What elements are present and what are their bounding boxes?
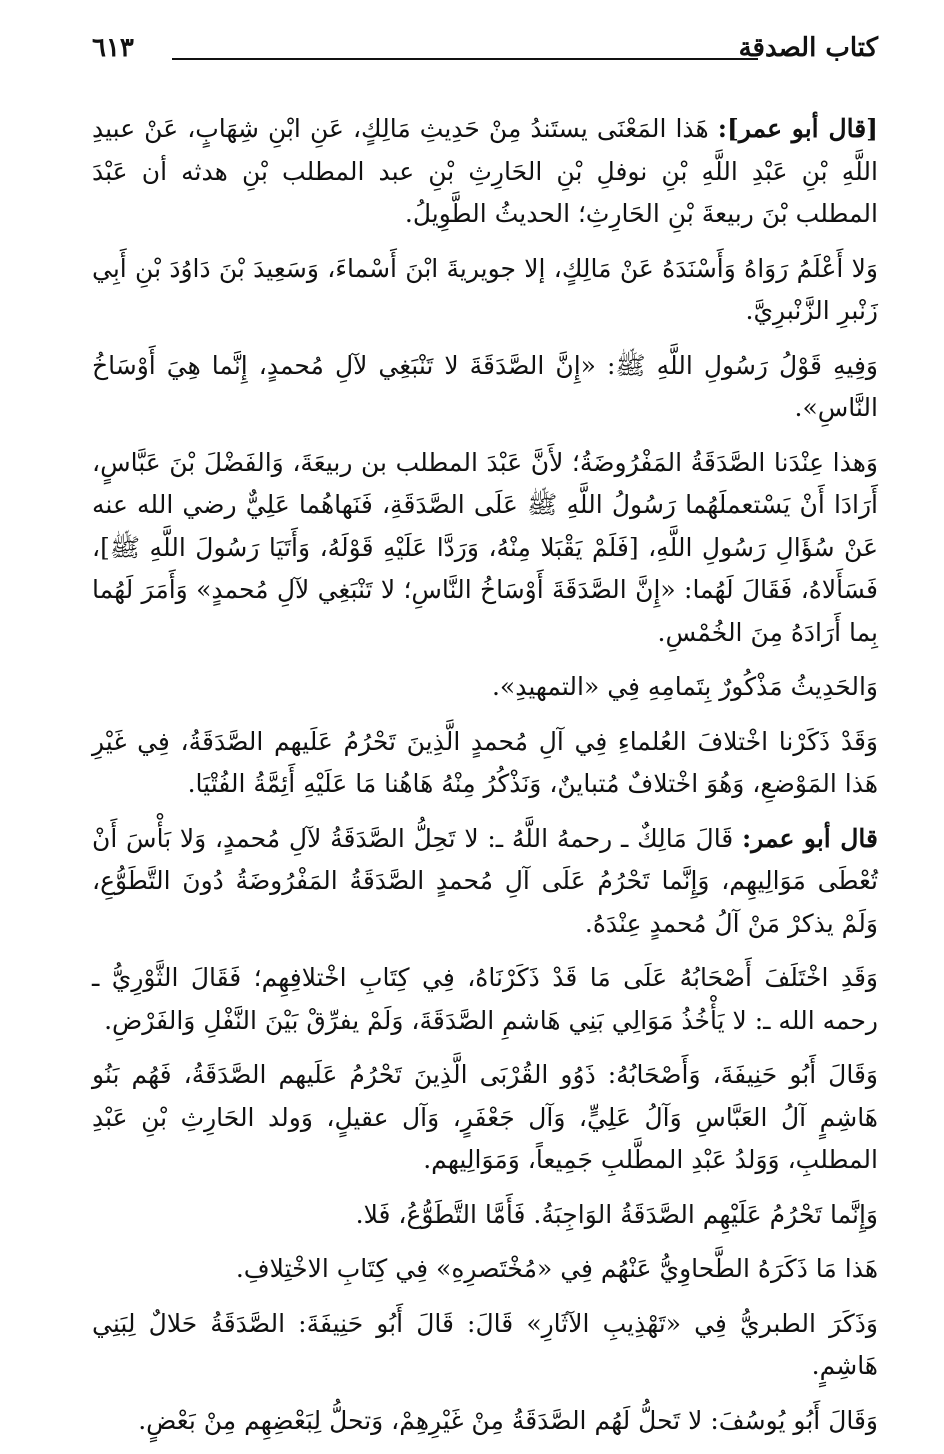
- page-number: ٦١٣: [92, 33, 134, 63]
- page-header: [92, 28, 878, 68]
- paragraph: [92, 721, 878, 806]
- paragraph: [92, 108, 878, 236]
- paragraph: [92, 442, 878, 655]
- paragraph: [92, 248, 878, 333]
- paragraph-text: هَذا المَعْنَى يستَندُ مِنْ حَدِيثِ مَالِكٍ، عَنِ ابْنِ شِهَابٍ، عَنْ عبيدِ اللَّهِ بْنِ عَبْدِ اللَّهِ بْنِ نوفلِ بْنِ الحَارِثِ بْنِ عبد المطلب بْنِ هدثه أن عَبْدَ المطلب بْنَ ربيعةَ بْنِ الحَارِثِ؛ الحديثُ الطَّوِيلُ.: [92, 114, 878, 228]
- paragraph: [92, 1248, 878, 1291]
- paragraph-text: وَذَكَرَ الطبريُّ فِي «تَهْذِيبِ الآثَارِ» قَالَ: قَالَ أَبُو حَنِيفَةَ: الصَّدَقَةُ حَلالٌ لِبَنِي هَاشِمٍ.: [92, 1308, 878, 1380]
- paragraph: [92, 818, 878, 946]
- page-body: [92, 108, 878, 1454]
- paragraph-text: وَفِيهِ قَوْلُ رَسُولِ اللَّهِ ﷺ: «إِنَّ الصَّدَقَةَ لا تَنْبَغِي لآلِ مُحمدٍ، إِنَّما هِيَ أَوْسَاخُ النَّاسِ».: [92, 350, 878, 422]
- paragraph: [92, 1400, 878, 1443]
- header-rule: [172, 58, 758, 60]
- paragraph-text: وَقَالَ أَبُو حَنِيفَةَ، وَأَصْحَابُهُ: ذَوُو القُرْبَى الَّذِينَ تَحْرُمُ عَلَيهم الصَّدَقَةُ، فَهُم بَنُو هَاشِمٍ آلُ العَبَّاسِ وَآلُ عَلِيٍّ، وَآل جَعْفَرٍ، وَآل عقيلٍ، وَولد الحَارِثِ بْنِ عَبْدِ المطلبِ، وَوَلدُ عَبْدِ المطَّلبِ جَمِيعاً، وَمَوَالِيهم.: [92, 1060, 878, 1174]
- paragraph-text: وَإِنَّما تَحْرُمُ عَلَيْهِم الصَّدَقَةُ الوَاجِبَةُ. فَأَمَّا التَّطَوُّعُ، فَلا.: [355, 1199, 878, 1229]
- paragraph-text: وَقَالَ أَبُو يُوسُفَ: لا تَحلُّ لَهُم الصَّدَقَةُ مِنْ غَيْرِهِمْ، وَتحلُّ لِبَعْضِهِم مِنْ بَعْضٍ.: [138, 1405, 878, 1435]
- paragraph: [92, 1194, 878, 1237]
- chapter-title: كتاب الصدقة: [738, 33, 878, 63]
- paragraph: [92, 1054, 878, 1182]
- paragraph-text: وَلا أَعْلَمُ رَوَاهُ وَأَسْنَدَهُ عَنْ مَالِكٍ، إلا جويريةَ ابْنَ أَسْماءَ، وَسَعِيدَ بْنَ دَاوُدَ بْنِ أَبِي زَنْبرِ الزَّنْبرِيَّ.: [92, 253, 878, 325]
- paragraph-lead: [قال أبو عمر]:: [717, 114, 878, 143]
- paragraph-text: هَذا مَا ذَكَرَهُ الطَّحاوِيُّ عَنْهُم فِي «مُخْتَصرِهِ» فِي كِتَابِ الاخْتِلافِ.: [235, 1254, 878, 1283]
- paragraph-text: وَقَدْ ذَكَرْنا اخْتلافَ العُلماءِ فِي آلِ مُحمدٍ الَّذِينَ تَحْرُمُ عَلَيهم الصَّدَقَةُ، فِي غَيْرِ هَذا المَوْضعِ، وَهُوَ اخْتلافٌ مُتباينٌ، وَنَذْكُرُ مِنْهُ هَاهُنا مَا عَلَيْهِ أَئِمَّةُ الفُتْيَا.: [92, 726, 878, 798]
- paragraph-text: وَقَدِ اخْتَلَفَ أَصْحَابُهُ عَلَى مَا قَدْ ذَكَرْنَاهُ، فِي كِتَابِ اخْتلافِهِم؛ فَقَالَ الثَّوْرِيُّ ـ رحمه الله ـ: لا يَأْخُذُ مَوَالِي بَنِي هَاشمِ الصَّدَقَةَ، وَلَمْ يفرِّقْ بَيْنَ النَّفْلِ وَالفَرْضِ.: [92, 963, 878, 1035]
- paragraph-lead: قال أبو عمر:: [742, 823, 878, 853]
- paragraph: [92, 957, 878, 1042]
- paragraph-text: قَالَ مَالِكٌ ـ رحمهُ اللَّهُ ـ: لا تَحِلُّ الصَّدَقَةُ لآلِ مُحمدٍ، وَلا بَأْسَ أَنْ تُعْطَى مَوَالِيهِم، وَإِنَّما تَحْرُمُ عَلَى آلِ مُحمدٍ الصَّدَقَةُ المَفْرُوضَةُ دُونَ التَّطَوُّعِ، وَلَمْ يذكرْ مَنْ آلُ مُحمدٍ عِنْدَهُ.: [92, 823, 878, 938]
- paragraph-text: وَالحَدِيثُ مَذْكُورٌ بِتَمامِهِ فِي «التمهيدِ».: [491, 672, 878, 701]
- paragraph: [92, 345, 878, 430]
- paragraph-text: وَهذا عِنْدَنا الصَّدَقَةُ المَفْرُوضَةُ؛ لأَنَّ عَبْدَ المطلب بن ربيعَةَ، وَالفَضْلَ بْنَ عَبَّاسٍ، أَرَادَا أَنْ يَسْتعملَهُما رَسُولُ اللَّهِ ﷺ عَلَى الصَّدَقَةِ، فَنَهاهُما عَلِيٌّ رضي الله عنه عَنْ سُؤَالِ رَسُولِ اللَّهِ، [فَلَمْ يَقْبَلا مِنْهُ، وَرَدَّا عَلَيْهِ قَوْلَهُ، وَأَتَيَا رَسُولَ اللَّهِ ﷺ]، فَسَأَلاهُ، فَقَالَ لَهُما: «إِنَّ الصَّدَقَةَ أَوْسَاخُ النَّاسِ؛ لا تَنْبَغِي لآلِ مُحمدٍ» وَأَمَرَ لَهُما بِما أَرَادَهُ مِنَ الخُمْسِ.: [92, 447, 878, 647]
- paragraph: [92, 1303, 878, 1388]
- paragraph: [92, 666, 878, 709]
